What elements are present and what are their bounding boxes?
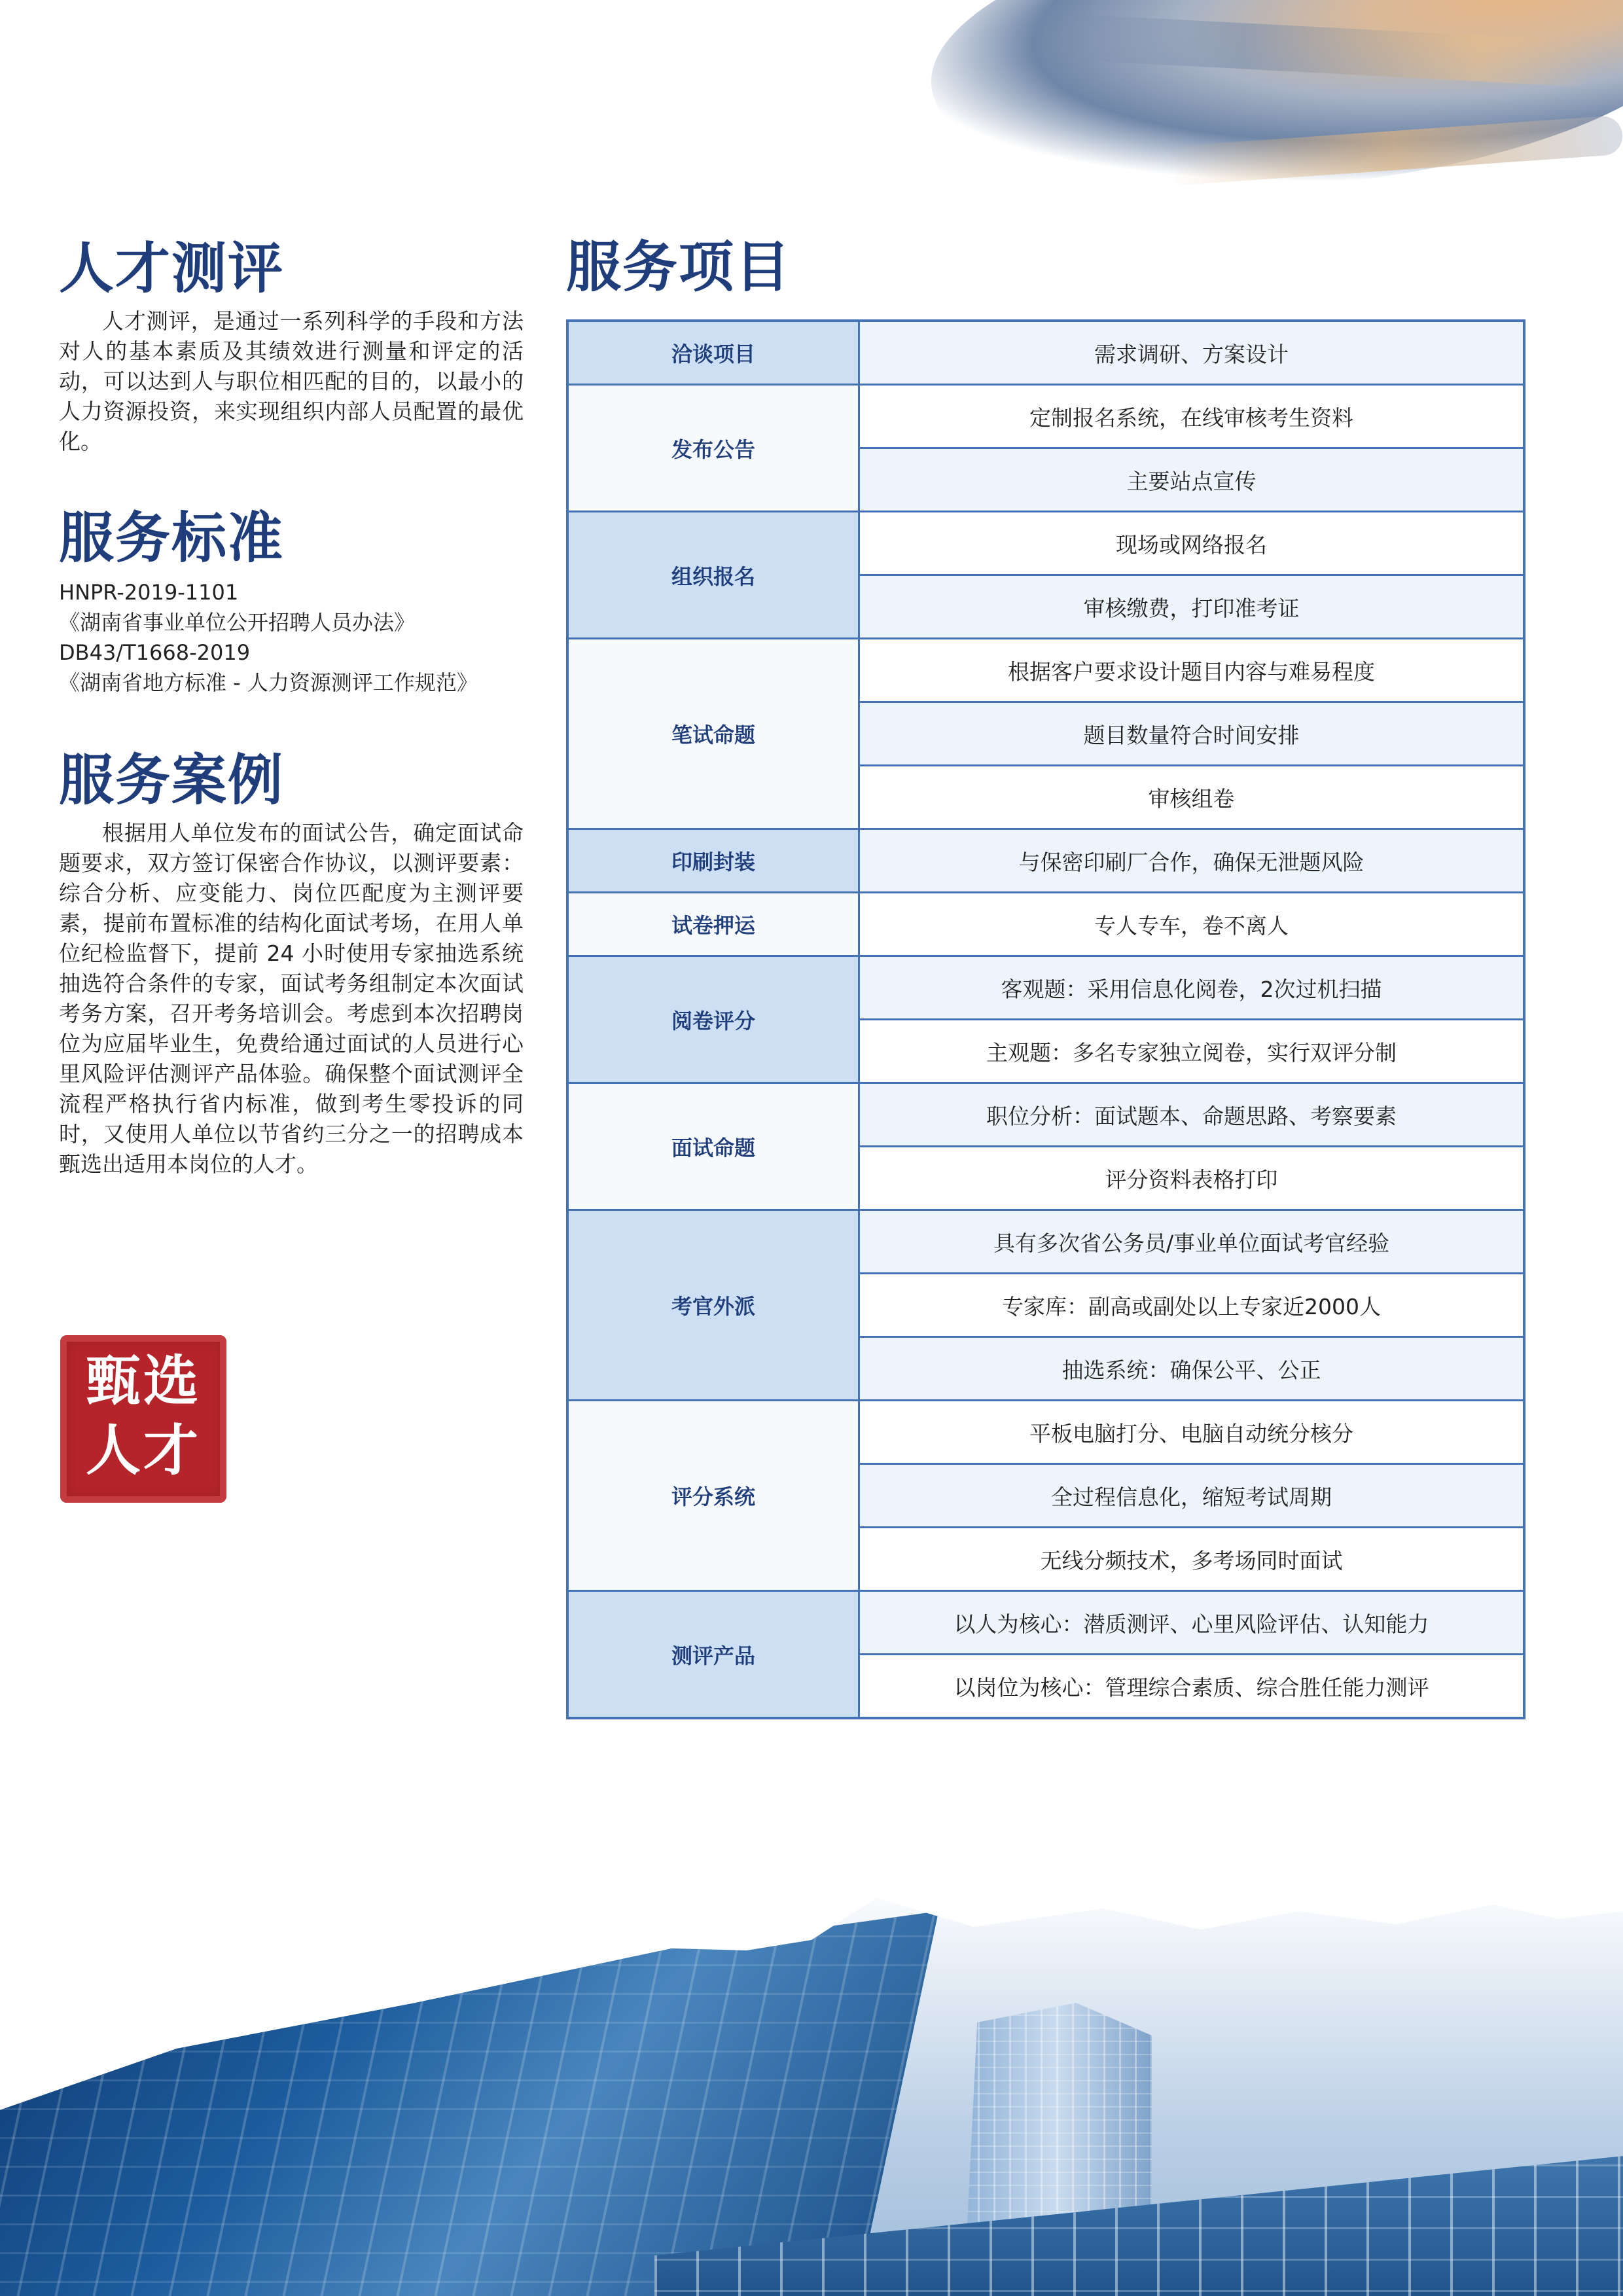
service-item-cell: 定制报名系统，在线审核考生资料 [859,385,1525,448]
service-item-cell: 职位分析：面试题本、命题思路、考察要素 [859,1083,1525,1147]
service-item-cell: 评分资料表格打印 [859,1147,1525,1210]
service-item-cell: 主观题：多名专家独立阅卷，实行双评分制 [859,1020,1525,1083]
service-category-cell: 试卷押运 [567,893,859,956]
service-item-cell: 审核缴费，打印准考证 [859,575,1525,639]
cityscape-image [0,1872,1623,2296]
service-category-cell: 考官外派 [567,1210,859,1401]
service-category-cell: 笔试命题 [567,639,859,829]
service-item-cell: 题目数量符合时间安排 [859,702,1525,766]
service-item-cell: 需求调研、方案设计 [859,321,1525,385]
table-row [567,1210,1524,1274]
table-row [567,385,1524,448]
service-item-cell: 平板电脑打分、电脑自动统分核分 [859,1401,1525,1464]
services-section [566,234,1528,1719]
table-row [567,1401,1524,1464]
service-item-cell: 专家库：副高或副处以上专家近2000人 [859,1274,1525,1337]
standard-item: HNPR-2019-1101 [59,580,239,605]
service-category-cell: 洽谈项目 [567,321,859,385]
service-item-cell: 客观题：采用信息化阅卷，2次过机扫描 [859,956,1525,1020]
table-row [567,639,1524,702]
header-brush-decoration [890,0,1623,223]
table-row [567,956,1524,1020]
service-item-cell: 与保密印刷厂合作，确保无泄题风险 [859,829,1525,893]
table-row [567,321,1524,385]
table-row [567,512,1524,575]
service-category-cell: 阅卷评分 [567,956,859,1083]
service-category-cell: 测评产品 [567,1591,859,1719]
standards-list [59,577,524,698]
service-item-cell: 以人为核心：潜质测评、心里风险评估、认知能力 [859,1591,1525,1655]
service-cases-title: 服务案例 [59,748,285,812]
table-row [567,1083,1524,1147]
table-row [567,893,1524,956]
seal-text-line2: 人才 [85,1418,201,1482]
service-item-cell: 以岗位为核心：管理综合素质、综合胜任能力测评 [859,1655,1525,1719]
talent-assessment-title: 人才测评 [59,236,285,300]
services-table [566,319,1525,1719]
table-row [567,1591,1524,1655]
service-category-cell: 组织报名 [567,512,859,639]
service-category-cell: 评分系统 [567,1401,859,1591]
standard-item: 《湖南省事业单位公开招聘人员办法》 [59,610,416,635]
seal-text-line1: 甄选 [85,1348,201,1413]
service-item-cell: 主要站点宣传 [859,448,1525,512]
standard-item: DB43/T1668-2019 [59,640,251,665]
service-item-cell: 抽选系统：确保公平、公正 [859,1337,1525,1401]
talent-assessment-body: 人才测评，是通过一系列科学的手段和方法对人的基本素质及其绩效进行测量和评定的活动，可以达到人与职位相匹配的目的，以最小的人力资源投资，来实现组织内部人员配置的最优化。 [59,308,524,454]
service-item-cell: 审核组卷 [859,766,1525,829]
service-item-cell: 全过程信息化，缩短考试周期 [859,1464,1525,1528]
service-item-cell: 具有多次省公务员/事业单位面试考官经验 [859,1210,1525,1274]
service-item-cell: 根据客户要求设计题目内容与难易程度 [859,639,1525,702]
services-table-body [567,321,1524,1718]
table-row [567,829,1524,893]
left-column [59,236,524,1179]
standard-item: 《湖南省地方标准 - 人力资源测评工作规范》 [59,670,478,695]
services-title: 服务项目 [566,235,792,299]
service-item-cell: 现场或网络报名 [859,512,1525,575]
service-category-cell: 发布公告 [567,385,859,512]
service-cases-body: 根据用人单位发布的面试公告，确定面试命题要求，双方签订保密合作协议，以测评要素：综合分析、应变能力、岗位匹配度为主测评要素，提前布置标准的结构化面试考场，在用人单位纪检监督下，提前 24 小时使用专家抽选系统抽选符合条件的专家，面试考务组制定本次面试考务方案，召开考务培训会。考虑到本次招聘岗位为应届毕业生，免费给通过面试的人员进行心里风险评估测评产品体验。确保整个面试测评全流程严格执行省内标准，做到考生零投诉的同时，又使用人单位以节省约三分之一的招聘成本甄选出适用本岗位的人才。 [59,820,524,1177]
service-category-cell: 印刷封装 [567,829,859,893]
service-standards-title: 服务标准 [59,506,285,570]
service-item-cell: 专人专车，卷不离人 [859,893,1525,956]
service-category-cell: 面试命题 [567,1083,859,1210]
seal-stamp [60,1335,226,1503]
service-item-cell: 无线分频技术，多考场同时面试 [859,1528,1525,1591]
